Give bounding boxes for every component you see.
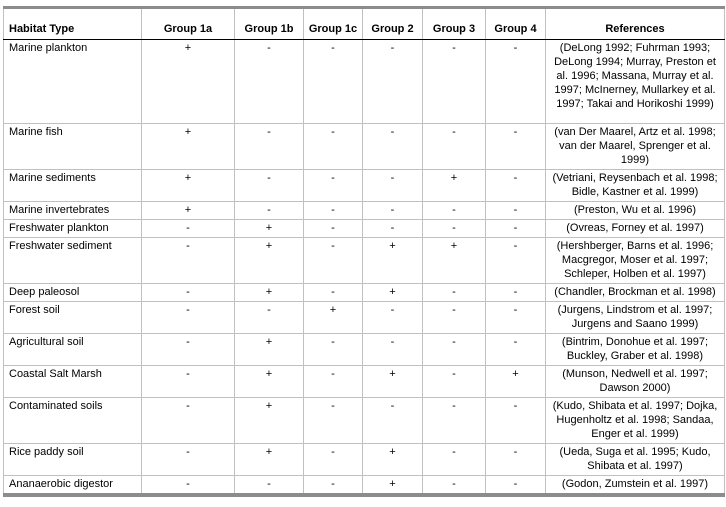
group-3-cell: + bbox=[423, 238, 486, 284]
group-3-cell: - bbox=[423, 220, 486, 238]
group-1b-cell: - bbox=[235, 170, 304, 202]
group-1a-cell: - bbox=[142, 366, 235, 398]
table-row bbox=[4, 220, 725, 238]
group-1c-cell: - bbox=[304, 40, 363, 124]
references-cell: (Munson, Nedwell et al. 1997; Dawson 2000) bbox=[546, 366, 725, 398]
group-2-cell: - bbox=[363, 170, 423, 202]
group-1c-cell: + bbox=[304, 302, 363, 334]
group-1a-cell: - bbox=[142, 444, 235, 476]
group-2-cell: - bbox=[363, 334, 423, 366]
group-1c-cell: - bbox=[304, 124, 363, 170]
group-2-cell: + bbox=[363, 238, 423, 284]
references-cell: (DeLong 1992; Fuhrman 1993; DeLong 1994; Murray, Preston et al. 1996; Massana, Murray et al. 1997; McInerney, Mullarkey et al. 1997; Takai and Horikoshi 1999) bbox=[546, 40, 725, 124]
table-row bbox=[4, 444, 725, 476]
group-3-cell: - bbox=[423, 334, 486, 366]
group-1b-cell: - bbox=[235, 40, 304, 124]
habitat-cell: Forest soil bbox=[4, 302, 142, 334]
habitat-cell: Marine fish bbox=[4, 124, 142, 170]
group-3-cell: - bbox=[423, 444, 486, 476]
group-3-cell: - bbox=[423, 124, 486, 170]
column-header-group-4: Group 4 bbox=[486, 8, 546, 40]
table-header-row bbox=[4, 8, 725, 40]
habitat-cell: Freshwater sediment bbox=[4, 238, 142, 284]
group-1b-cell: + bbox=[235, 284, 304, 302]
references-cell: (Vetriani, Reysenbach et al. 1998; Bidle, Kastner et al. 1999) bbox=[546, 170, 725, 202]
group-4-cell: - bbox=[486, 202, 546, 220]
group-1a-cell: - bbox=[142, 334, 235, 366]
column-header-habitat-type: Habitat Type bbox=[4, 8, 142, 40]
references-cell: (Kudo, Shibata et al. 1997; Dojka, Hugenholtz et al. 1998; Sandaa, Enger et al. 1999) bbox=[546, 398, 725, 444]
table-row bbox=[4, 366, 725, 398]
table-row bbox=[4, 170, 725, 202]
column-header-group-3: Group 3 bbox=[423, 8, 486, 40]
group-2-cell: - bbox=[363, 124, 423, 170]
group-1b-cell: - bbox=[235, 476, 304, 496]
group-1b-cell: - bbox=[235, 302, 304, 334]
group-2-cell: - bbox=[363, 302, 423, 334]
group-3-cell: - bbox=[423, 366, 486, 398]
group-4-cell: - bbox=[486, 334, 546, 366]
references-cell: (Chandler, Brockman et al. 1998) bbox=[546, 284, 725, 302]
group-4-cell: - bbox=[486, 284, 546, 302]
group-3-cell: - bbox=[423, 476, 486, 496]
paper-table-page bbox=[3, 6, 725, 497]
references-cell: (Preston, Wu et al. 1996) bbox=[546, 202, 725, 220]
habitat-cell: Marine plankton bbox=[4, 40, 142, 124]
group-1c-cell: - bbox=[304, 398, 363, 444]
table-row bbox=[4, 124, 725, 170]
group-2-cell: + bbox=[363, 444, 423, 476]
column-header-group-2: Group 2 bbox=[363, 8, 423, 40]
group-1a-cell: - bbox=[142, 476, 235, 496]
group-4-cell: - bbox=[486, 238, 546, 284]
group-1c-cell: - bbox=[304, 476, 363, 496]
habitat-cell: Contaminated soils bbox=[4, 398, 142, 444]
group-3-cell: - bbox=[423, 398, 486, 444]
group-1b-cell: + bbox=[235, 398, 304, 444]
habitat-cell: Deep paleosol bbox=[4, 284, 142, 302]
group-1b-cell: + bbox=[235, 366, 304, 398]
group-4-cell: - bbox=[486, 476, 546, 496]
group-1c-cell: - bbox=[304, 202, 363, 220]
group-1c-cell: - bbox=[304, 444, 363, 476]
column-header-group-1b: Group 1b bbox=[235, 8, 304, 40]
group-1c-cell: - bbox=[304, 220, 363, 238]
group-1b-cell: + bbox=[235, 238, 304, 284]
column-header-group-1c: Group 1c bbox=[304, 8, 363, 40]
group-1a-cell: + bbox=[142, 40, 235, 124]
habitat-cell: Rice paddy soil bbox=[4, 444, 142, 476]
column-header-group-1a: Group 1a bbox=[142, 8, 235, 40]
group-1a-cell: - bbox=[142, 238, 235, 284]
group-1c-cell: - bbox=[304, 170, 363, 202]
group-1c-cell: - bbox=[304, 238, 363, 284]
group-2-cell: + bbox=[363, 476, 423, 496]
references-cell: (Ovreas, Forney et al. 1997) bbox=[546, 220, 725, 238]
references-cell: (Bintrim, Donohue et al. 1997; Buckley, Graber et al. 1998) bbox=[546, 334, 725, 366]
habitat-cell: Ananaerobic digestor bbox=[4, 476, 142, 496]
group-3-cell: + bbox=[423, 170, 486, 202]
group-4-cell: - bbox=[486, 124, 546, 170]
table-row bbox=[4, 284, 725, 302]
group-4-cell: - bbox=[486, 170, 546, 202]
group-4-cell: - bbox=[486, 302, 546, 334]
habitat-cell: Agricultural soil bbox=[4, 334, 142, 366]
group-1a-cell: - bbox=[142, 220, 235, 238]
group-1b-cell: + bbox=[235, 444, 304, 476]
group-1a-cell: - bbox=[142, 284, 235, 302]
group-1b-cell: - bbox=[235, 202, 304, 220]
group-1c-cell: - bbox=[304, 334, 363, 366]
habitat-groups-table bbox=[3, 6, 725, 497]
table-row bbox=[4, 202, 725, 220]
group-1b-cell: - bbox=[235, 124, 304, 170]
table-row bbox=[4, 238, 725, 284]
references-cell: (van Der Maarel, Artz et al. 1998; van der Maarel, Sprenger et al. 1999) bbox=[546, 124, 725, 170]
group-3-cell: - bbox=[423, 40, 486, 124]
group-1b-cell: + bbox=[235, 220, 304, 238]
group-1a-cell: - bbox=[142, 398, 235, 444]
table-row bbox=[4, 476, 725, 496]
habitat-cell: Coastal Salt Marsh bbox=[4, 366, 142, 398]
habitat-cell: Marine sediments bbox=[4, 170, 142, 202]
table-row bbox=[4, 334, 725, 366]
references-cell: (Ueda, Suga et al. 1995; Kudo, Shibata et al. 1997) bbox=[546, 444, 725, 476]
group-1c-cell: - bbox=[304, 284, 363, 302]
column-header-references: References bbox=[546, 8, 725, 40]
habitat-cell: Freshwater plankton bbox=[4, 220, 142, 238]
references-cell: (Jurgens, Lindstrom et al. 1997; Jurgens and Saano 1999) bbox=[546, 302, 725, 334]
group-1b-cell: + bbox=[235, 334, 304, 366]
group-4-cell: - bbox=[486, 40, 546, 124]
group-2-cell: + bbox=[363, 284, 423, 302]
group-4-cell: - bbox=[486, 444, 546, 476]
group-4-cell: - bbox=[486, 220, 546, 238]
group-1c-cell: - bbox=[304, 366, 363, 398]
group-1a-cell: - bbox=[142, 302, 235, 334]
table-row bbox=[4, 398, 725, 444]
group-1a-cell: + bbox=[142, 202, 235, 220]
group-3-cell: - bbox=[423, 302, 486, 334]
group-3-cell: - bbox=[423, 202, 486, 220]
group-2-cell: - bbox=[363, 202, 423, 220]
table-row bbox=[4, 40, 725, 124]
group-4-cell: - bbox=[486, 398, 546, 444]
references-cell: (Godon, Zumstein et al. 1997) bbox=[546, 476, 725, 496]
group-1a-cell: + bbox=[142, 124, 235, 170]
group-2-cell: + bbox=[363, 366, 423, 398]
group-4-cell: + bbox=[486, 366, 546, 398]
group-2-cell: - bbox=[363, 40, 423, 124]
group-2-cell: - bbox=[363, 398, 423, 444]
references-cell: (Hershberger, Barns et al. 1996; Macgregor, Moser et al. 1997; Schleper, Holben et al. 1997) bbox=[546, 238, 725, 284]
group-2-cell: - bbox=[363, 220, 423, 238]
group-1a-cell: + bbox=[142, 170, 235, 202]
habitat-cell: Marine invertebrates bbox=[4, 202, 142, 220]
group-3-cell: - bbox=[423, 284, 486, 302]
table-row bbox=[4, 302, 725, 334]
